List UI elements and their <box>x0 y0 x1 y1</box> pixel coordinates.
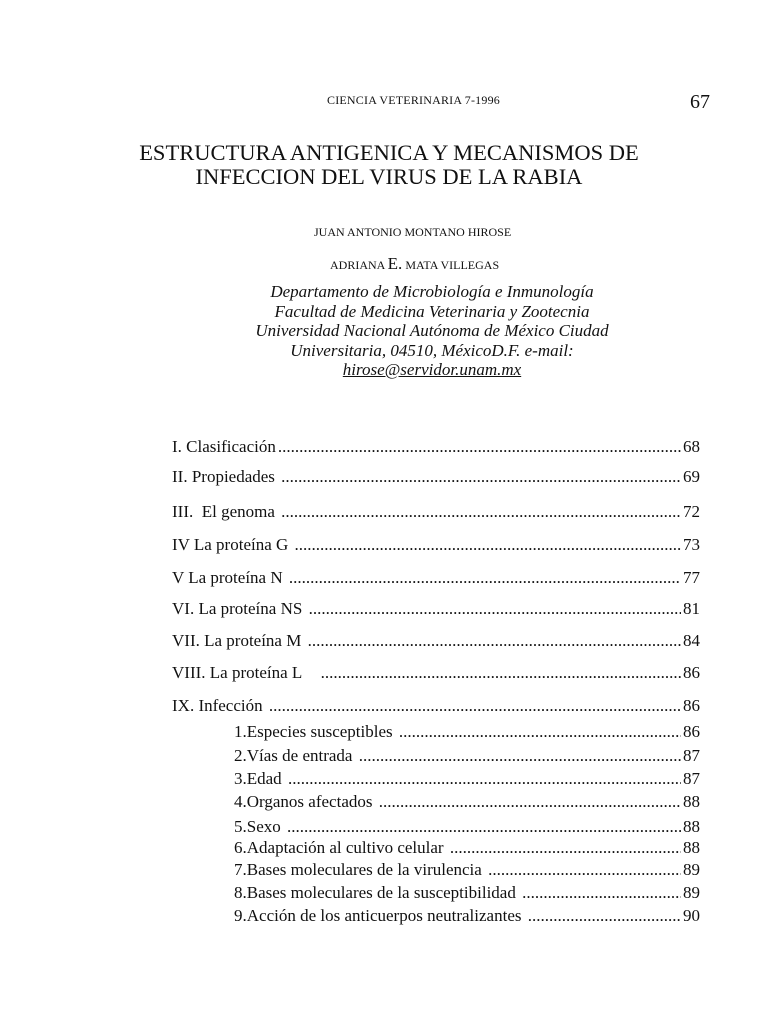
toc-entry <box>172 598 700 620</box>
toc-subentry <box>234 791 700 813</box>
affiliation-line-1: Departamento de Microbiología e Inmunología <box>270 282 594 301</box>
toc-leader <box>522 882 681 904</box>
author-2-initial: E. <box>387 254 403 273</box>
toc-leader <box>287 816 681 838</box>
toc-subentry-label: 9.Acción de los anticuerpos neutralizantes <box>234 906 526 925</box>
author-2-first-name: ADRIANA <box>330 258 385 272</box>
toc-entry-label: II. Propiedades <box>172 467 280 486</box>
toc-entry-label: VII. La proteína M <box>172 631 306 650</box>
toc-entry-label: V La proteína N <box>172 568 287 587</box>
author-2-last-name: MATA VILLEGAS <box>405 258 500 272</box>
toc-entry-label: VIII. La proteína L <box>172 663 319 682</box>
toc-subentry-label: 2.Vías de entrada <box>234 746 357 765</box>
toc-leader <box>295 534 681 556</box>
toc-subentry-label: 5.Sexo <box>234 817 285 836</box>
toc-leader <box>488 859 681 881</box>
toc-leader <box>528 905 681 927</box>
toc-subentry-page: 89 <box>683 860 700 879</box>
toc-leader <box>281 501 681 523</box>
toc-leader <box>309 598 681 620</box>
affiliation-line-4: Universitaria, 04510, MéxicoD.F. e-mail: <box>290 340 574 360</box>
toc-entry <box>172 630 700 652</box>
toc-subentry <box>234 859 700 881</box>
toc-entry <box>172 466 700 488</box>
toc-subentry-label: 6.Adaptación al cultivo celular <box>234 838 448 857</box>
article-title <box>0 141 768 189</box>
toc-leader <box>288 768 681 790</box>
toc-subentry-page: 90 <box>683 906 700 925</box>
toc-leader <box>399 721 681 743</box>
toc-entry <box>172 436 700 458</box>
toc-leader <box>450 837 681 859</box>
toc-entry-page: 86 <box>683 696 700 715</box>
toc-subentry-label: 4.Organos afectados <box>234 792 377 811</box>
author-1: JUAN ANTONIO MONTANO HIROSE <box>314 225 512 239</box>
toc-entry-page: 81 <box>683 599 700 618</box>
toc-subentry-label: 8.Bases moleculares de la susceptibilidad <box>234 883 521 902</box>
toc-subentry-label: 7.Bases moleculares de la virulencia <box>234 860 487 879</box>
affiliation-line-2: Facultad de Medicina Veterinaria y Zootecnia <box>274 301 590 321</box>
toc-entry-page: 68 <box>683 437 700 456</box>
toc-entry-page: 86 <box>683 663 700 682</box>
toc-leader <box>289 567 681 589</box>
title-line-2: INFECCION DEL VIRUS DE LA RABIA <box>195 164 583 189</box>
affiliation <box>0 282 768 380</box>
toc-leader <box>278 436 681 458</box>
toc-subentry-page: 86 <box>683 722 700 741</box>
toc-subentry <box>234 768 700 790</box>
toc-subentry-label: 1.Especies susceptibles <box>234 722 397 741</box>
toc-entry <box>172 662 700 684</box>
toc-entry-page: 84 <box>683 631 700 650</box>
toc-leader <box>379 791 681 813</box>
toc-entry-page: 77 <box>683 568 700 587</box>
toc-subentry-page: 87 <box>683 769 700 788</box>
toc-leader <box>281 466 681 488</box>
toc-leader <box>321 662 681 684</box>
toc-subentry-page: 88 <box>683 817 700 836</box>
toc-subentry <box>234 816 700 838</box>
toc-entry-label: I. Clasificación <box>172 437 276 456</box>
toc-subentry <box>234 721 700 743</box>
toc-subentry <box>234 905 700 927</box>
toc-entry-page: 72 <box>683 502 700 521</box>
toc-entry <box>172 567 700 589</box>
toc-entry <box>172 534 700 556</box>
journal-header: CIENCIA VETERINARIA 7-1996 <box>327 93 500 107</box>
toc-leader <box>269 695 681 717</box>
toc-subentry <box>234 837 700 859</box>
author-2 <box>330 254 499 274</box>
toc-subentry-page: 87 <box>683 746 700 765</box>
page-number: 67 <box>690 91 710 113</box>
toc-entry <box>172 695 700 717</box>
toc-leader <box>359 745 681 767</box>
toc-subentry-page: 88 <box>683 792 700 811</box>
toc-entry-label: IX. Infección <box>172 696 267 715</box>
affiliation-line-3: Universidad Nacional Autónoma de México Ciudad <box>255 321 609 340</box>
toc-subentry-page: 89 <box>683 883 700 902</box>
toc-subentry-label: 3.Edad <box>234 769 286 788</box>
toc-entry-page: 73 <box>683 535 700 554</box>
toc-entry-label: III. El genoma <box>172 502 280 521</box>
toc-entry-label: VI. La proteína NS <box>172 599 307 618</box>
toc-subentry <box>234 882 700 904</box>
toc-subentry <box>234 745 700 767</box>
toc-leader <box>308 630 681 652</box>
toc-subentry-page: 88 <box>683 838 700 857</box>
toc-entry <box>172 501 700 523</box>
email-link[interactable]: hirose@servidor.unam.mx <box>342 360 522 379</box>
toc-entry-label: IV La proteína G <box>172 535 293 554</box>
toc-entry-page: 69 <box>683 467 700 486</box>
title-line-1: ESTRUCTURA ANTIGENICA Y MECANISMOS DE <box>139 140 639 165</box>
